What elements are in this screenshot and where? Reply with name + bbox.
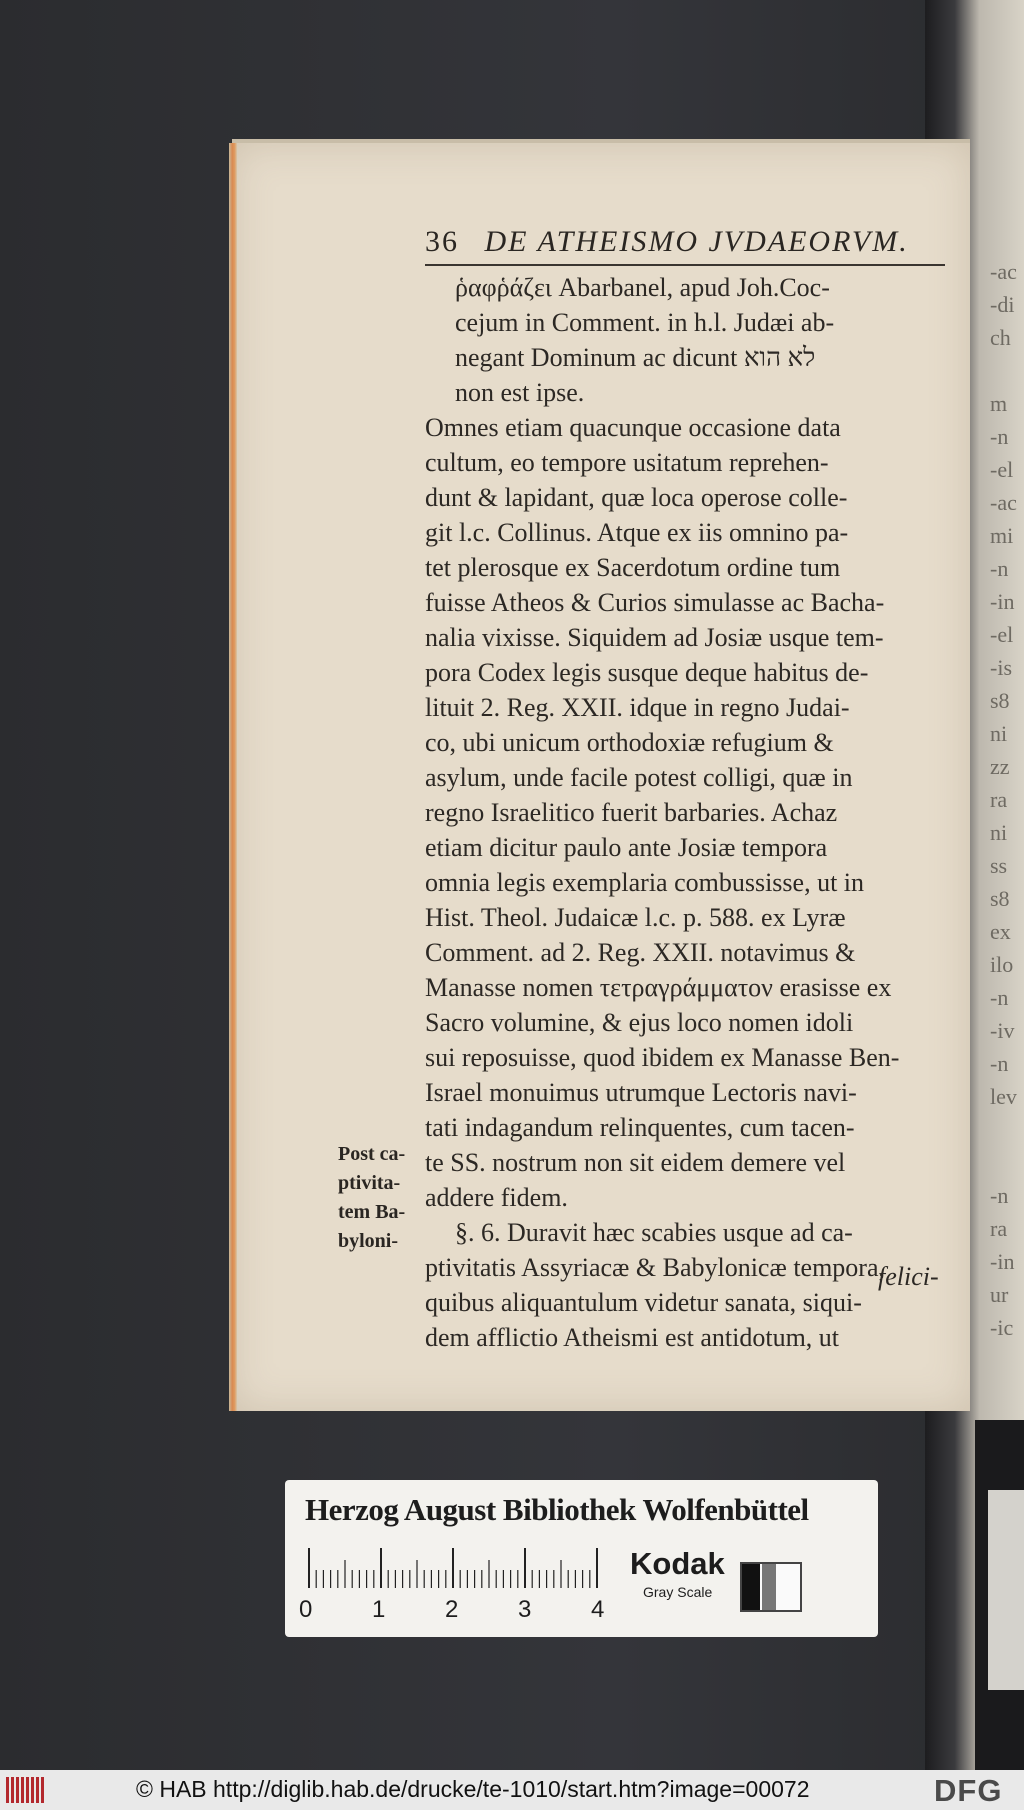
ruler-number: 3 [518,1596,532,1623]
black-patch [742,1564,760,1610]
logo-bar [16,1777,19,1803]
adjacent-text-fragment: -in [990,589,1015,614]
adjacent-text-fragment: -n [990,1183,1009,1208]
text-line: fuisse Atheos & Curios simulasse ac Bacha- [425,588,885,617]
text-line: sui reposuisse, quod ibidem ex Manasse Ben- [425,1043,900,1072]
text-line: cultum, eo tempore usitatum reprehen- [425,448,829,477]
adjacent-text-fragment: ni [990,721,1008,746]
text-line: Israel monuimus utrumque Lectoris navi- [425,1078,857,1107]
adjacent-text-fragment: ch [990,325,1011,350]
gray-scale-card [285,1480,878,1637]
text-line: git l.c. Collinus. Atque ex iis omnino pa- [425,518,849,547]
running-header [425,225,945,265]
text-line: Omnes etiam quacunque occasione data [425,413,841,442]
adjacent-text-fragment: -is [990,655,1012,680]
adjacent-text-fragment [990,354,1024,387]
text-line: ῥαφῥάζει Abarbanel, apud Joh.Coc- [455,273,830,302]
footer-bar [0,1770,1024,1810]
adjacent-page-text [990,255,1024,1340]
text-line: Hist. Theol. Judaicæ l.c. p. 588. ex Lyræ [425,903,846,932]
logo-bar [11,1777,14,1803]
text-line: dunt & lapidant, quæ loca operose colle- [425,483,848,512]
logo-bar [6,1777,9,1803]
margin-note-line: Post ca- [338,1143,406,1165]
text-line: §. 6. Duravit hæc scabies usque ad ca- [455,1218,853,1247]
text-line: co, ubi unicum orthodoxiæ refugium & [425,728,834,757]
logo-bar [26,1777,29,1803]
text-line: etiam dicitur paulo ante Josiæ tempora [425,833,828,862]
page-number: 36 [425,225,459,258]
footer-copyright-link[interactable]: © HAB http://diglib.hab.de/drucke/te-1010/start.htm?image=00072 [136,1776,810,1802]
text-line: non est ipse. [455,378,585,407]
logo-bar [41,1777,44,1803]
adjacent-text-fragment: -n [990,556,1009,581]
adjacent-text-fragment: -el [990,457,1014,482]
adjacent-text-fragment: -iv [990,1018,1015,1043]
catchword: felici- [878,1262,939,1291]
header-rule [425,264,945,266]
text-line: negant Dominum ac dicunt לא הוא [455,343,816,372]
text-line: tati indagandum relinquentes, cum tacen- [425,1113,855,1142]
text-line: omnia legis exemplaria combussisse, ut in [425,868,865,897]
text-line: lituit 2. Reg. XXII. idque in regno Judai- [425,693,850,722]
text-line: te SS. nostrum non sit eidem demere vel [425,1148,846,1177]
adjacent-text-fragment: ss [990,853,1008,878]
adjacent-text-fragment: s8 [990,886,1010,911]
adjacent-text-fragment [990,1113,1024,1146]
text-line: Manasse nomen τετραγράμματον erasisse ex [425,973,892,1002]
margin-note-line: ptivita- [338,1172,401,1194]
adjacent-text-fragment: -di [990,292,1015,317]
logo-bar [31,1777,34,1803]
kodak-logo: Kodak [630,1546,725,1581]
text-line: ptivitatis Assyriacæ & Babylonicæ tempora, [425,1253,886,1282]
library-name: Herzog August Bibliothek Wolfenbüttel [305,1492,809,1527]
ruler-scale [305,1548,595,1588]
adjacent-text-fragment [990,1146,1024,1179]
adjacent-text-fragment: ra [990,787,1008,812]
adjacent-text-fragment: -n [990,424,1009,449]
text-line: Comment. ad 2. Reg. XXII. notavimus & [425,938,856,967]
adjacent-text-fragment: m [990,391,1008,416]
text-line: nalia vixisse. Siquidem ad Josiæ usque tem- [425,623,884,652]
adjacent-text-fragment: ni [990,820,1008,845]
running-title: DE ATHEISMO JVDAEORVM. [484,225,909,258]
text-line: pora Codex legis susque deque habitus de- [425,658,869,687]
adjacent-text-fragment: ur [990,1282,1009,1307]
adjacent-text-fragment: -n [990,1051,1009,1076]
adjacent-book-label [988,1490,1024,1690]
hab-logo-icon [6,1777,46,1803]
text-line: addere fidem. [425,1183,568,1212]
adjacent-text-fragment: s8 [990,688,1010,713]
adjacent-text-fragment: -n [990,985,1009,1010]
adjacent-text-fragment: -ic [990,1315,1014,1340]
margin-note-line: tem Ba- [338,1201,406,1223]
adjacent-text-fragment: ex [990,919,1011,944]
ruler-number: 4 [591,1596,605,1623]
adjacent-text-fragment: -el [990,622,1014,647]
adjacent-text-fragment: -ac [990,490,1017,515]
text-line: tet plerosque ex Sacerdotum ordine tum [425,553,841,582]
text-line: quibus aliquantulum videtur sanata, siqui- [425,1288,862,1317]
adjacent-text-fragment: lev [990,1084,1017,1109]
text-line: dem afflictio Atheismi est antidotum, ut [425,1323,840,1352]
gray-patch [762,1564,776,1610]
adjacent-text-fragment: ilo [990,952,1014,977]
adjacent-text-fragment: mi [990,523,1014,548]
margin-note-line: byloni- [338,1230,399,1252]
adjacent-text-fragment: zz [990,754,1010,779]
ruler-number: 2 [445,1596,459,1623]
gray-swatch [740,1562,802,1612]
text-line: cejum in Comment. in h.l. Judæi ab- [455,308,835,337]
adjacent-text-fragment: -in [990,1249,1015,1274]
logo-bar [21,1777,24,1803]
gray-scale-label: Gray Scale [643,1584,713,1600]
body-text [425,270,955,1355]
margin-note [338,1140,426,1256]
ruler-number: 0 [299,1596,313,1623]
adjacent-text-fragment: ra [990,1216,1008,1241]
page-gilt-edge [229,143,237,1411]
text-line: regno Israelitico fuerit barbaries. Achaz [425,798,838,827]
adjacent-text-fragment: -ac [990,259,1017,284]
ruler-number: 1 [372,1596,386,1623]
text-line: asylum, unde facile potest colligi, quæ in [425,763,853,792]
dfg-logo: DFG [934,1773,1003,1808]
text-line: Sacro volumine, & ejus loco nomen idoli [425,1008,854,1037]
logo-bar [36,1777,39,1803]
